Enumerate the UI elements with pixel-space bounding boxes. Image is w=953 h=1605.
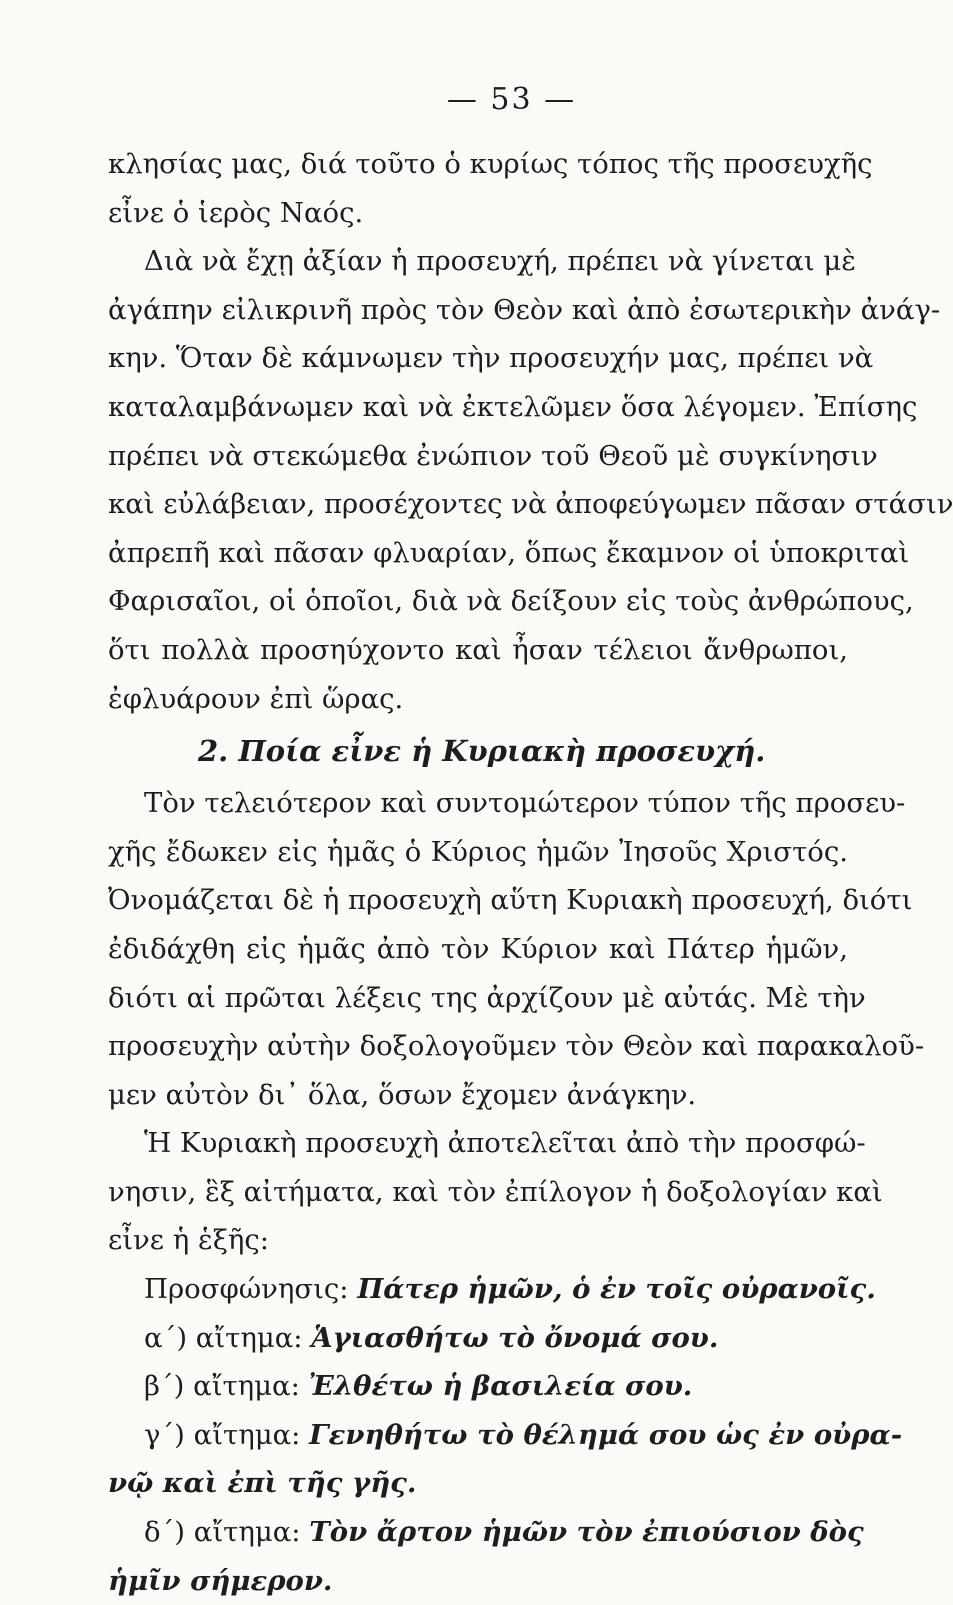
- prayer-request-a: [108, 1314, 848, 1363]
- request-label: δ΄) αἴτημα:: [144, 1516, 301, 1549]
- text-line: ἀπρεπῆ καὶ πᾶσαν φλυαρίαν, ὅπως ἔκαμνον οἱ ὑποκριταὶ: [108, 536, 910, 569]
- prayer-request-c: [108, 1411, 903, 1460]
- text-line: ἐδιδάχθη εἰς ἡμᾶς ἀπὸ τὸν Κύριον καὶ Πάτερ ἡμῶν,: [108, 932, 848, 965]
- text-line: ἀγάπην εἰλικρινῆ πρὸς τὸν Θεὸν καὶ ἀπὸ ἐσωτερικὴν ἀνάγ-: [108, 293, 941, 326]
- text-line: Φαρισαῖοι, οἱ ὁποῖοι, διὰ νὰ δείξουν εἰς τοὺς ἀνθρώπους,: [108, 585, 914, 618]
- prayer-invocation: [108, 1265, 876, 1314]
- text-line: καταλαμβάνωμεν καὶ νὰ ἐκτελῶμεν ὅσα λέγομεν. Ἐπίσης: [108, 390, 918, 423]
- request-label: β΄) αἴτημα:: [144, 1370, 300, 1403]
- text-line: Διὰ νὰ ἔχῃ ἀξίαν ἡ προσευχή, πρέπει νὰ γίνεται μὲ: [144, 245, 857, 278]
- text-line: νησιν, ἓξ αἰτήματα, καὶ τὸν ἐπίλογον ἡ δοξολογίαν καὶ: [108, 1175, 883, 1208]
- body-text: [108, 140, 953, 1605]
- prayer-request-d: [108, 1508, 864, 1557]
- request-label: α΄) αἴτημα:: [144, 1321, 303, 1354]
- text-line: χῆς ἔδωκεν εἰς ἡμᾶς ὁ Κύριος ἡμῶν Ἰησοῦς Χριστός.: [108, 835, 848, 868]
- prayer-request-d-cont: [108, 1557, 848, 1605]
- text-line: ὅτι πολλὰ προσηύχοντο καὶ ἦσαν τέλειοι ἄνθρωποι,: [108, 633, 848, 666]
- request-text: νῷ καὶ ἐπὶ τῆς γῆς.: [108, 1467, 417, 1500]
- text-line: πρέπει νὰ στεκώμεθα ἐνώπιον τοῦ Θεοῦ μὲ συγκίνησιν: [108, 439, 878, 472]
- text-line: Ὀνομάζεται δὲ ἡ προσευχὴ αὕτη Κυριακὴ προσευχή, διότι: [108, 884, 913, 917]
- text-line: Ἡ Κυριακὴ προσευχὴ ἀποτελεῖται ἀπὸ τὴν προσφώ-: [144, 1127, 866, 1160]
- request-text: Γενηθήτω τὸ θέλημά σου ὡς ἐν οὐρα-: [309, 1418, 903, 1451]
- request-text: Τὸν ἄρτον ἡμῶν τὸν ἐπιούσιον δὸς: [309, 1516, 864, 1549]
- text-line: εἶνε ὁ ἱερὸς Ναός.: [108, 196, 364, 229]
- prayer-request-c-cont: [108, 1459, 848, 1508]
- invocation-label: Προσφώνησις:: [144, 1273, 349, 1306]
- text-line: ἐφλυάρουν ἐπὶ ὥρας.: [108, 682, 404, 715]
- page-number: — 53 —: [446, 82, 577, 117]
- section-heading: 2. Ποία εἶνε ἡ Κυριακὴ προσευχή.: [198, 734, 766, 769]
- request-text: Ἐλθέτω ἡ βασιλεία σου.: [308, 1370, 693, 1403]
- text-line: προσευχὴν αὐτὴν δοξολογοῦμεν τὸν Θεὸν καὶ παρακαλοῦ-: [108, 1030, 925, 1063]
- text-line: καὶ εὐλάβειαν, προσέχοντες νὰ ἀποφεύγωμεν πᾶσαν στάσιν: [108, 488, 953, 521]
- text-line: κην. Ὅταν δὲ κάμνωμεν τὴν προσευχήν μας, πρέπει νὰ: [108, 342, 874, 375]
- text-line: Τὸν τελειότερον καὶ συντομώτερον τύπον τῆς προσευ-: [144, 787, 906, 820]
- request-label: γ΄) αἴτημα:: [144, 1418, 301, 1451]
- text-line: κλησίας μας, διά τοῦτο ὁ κυρίως τόπος τῆς προσευχῆς: [108, 148, 873, 180]
- text-line: διότι αἱ πρῶται λέξεις της ἀρχίζουν μὲ αὐτάς. Μὲ τὴν: [108, 981, 866, 1014]
- prayer-request-b: [108, 1362, 848, 1411]
- request-text: ἡμῖν σήμερον.: [108, 1564, 333, 1597]
- text-line: μεν αὐτὸν δι᾽ ὅλα, ὅσων ἔχομεν ἀνάγκην.: [108, 1078, 697, 1111]
- request-text: Ἁγιασθήτω τὸ ὄνομά σου.: [311, 1321, 719, 1354]
- text-line: εἶνε ἡ ἑξῆς:: [108, 1224, 269, 1257]
- invocation-text: Πάτερ ἡμῶν, ὁ ἐν τοῖς οὐρανοῖς.: [357, 1273, 876, 1306]
